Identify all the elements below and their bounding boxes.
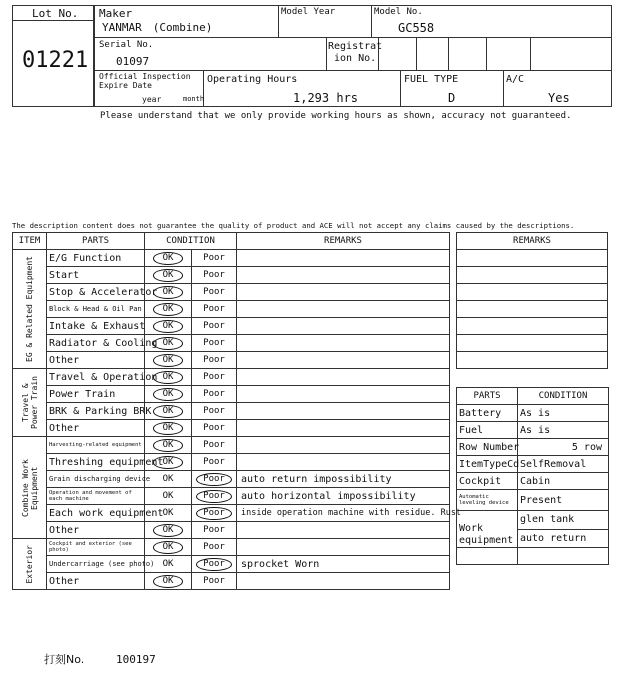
- table-row: [13, 454, 450, 471]
- group-label: [13, 437, 47, 539]
- part-name: Each work equipment: [47, 505, 145, 522]
- table-row: [13, 267, 450, 284]
- condition-ok: OK: [153, 524, 184, 537]
- condition-poor: Poor: [203, 525, 225, 535]
- part-name: Other: [47, 420, 145, 437]
- condition-ok-cell: [145, 539, 192, 556]
- remark: [237, 420, 450, 437]
- lot-divider: [12, 20, 94, 21]
- condition-ok-cell: [145, 488, 192, 505]
- vline-r2d: [448, 37, 449, 70]
- remark: [237, 573, 450, 590]
- condition-ok-cell: [145, 403, 192, 420]
- right-remarks-table: [456, 232, 608, 369]
- condition-poor-cell: [192, 454, 237, 471]
- table-row: [13, 556, 450, 573]
- part-name: Undercarriage (see photo): [47, 556, 145, 573]
- condition-poor: Poor: [203, 457, 225, 467]
- condition-poor: Poor: [203, 372, 225, 382]
- group-label: [13, 250, 47, 369]
- condition-ok-cell: [145, 522, 192, 539]
- remark: [237, 352, 450, 369]
- vline-r3b: [400, 70, 401, 107]
- remarks-line: [457, 267, 608, 284]
- year-label: year: [142, 95, 162, 104]
- condition-ok: OK: [153, 422, 184, 435]
- right-cond-empty: [518, 548, 609, 565]
- remark: auto return impossibility: [237, 471, 450, 488]
- ac-value: Yes: [548, 91, 570, 105]
- stamp-value: 100197: [116, 653, 156, 666]
- remark: [237, 318, 450, 335]
- fuel-value: D: [448, 91, 456, 105]
- remark: [237, 369, 450, 386]
- condition-poor: Poor: [196, 473, 232, 486]
- table-row: [13, 250, 450, 267]
- condition-ok: OK: [153, 252, 184, 265]
- condition-poor-cell: [192, 301, 237, 318]
- registration-label-1: Registrat: [328, 41, 383, 52]
- remarks-line: [457, 335, 608, 352]
- vline-r2a: [326, 37, 327, 70]
- condition-poor-cell: [192, 284, 237, 301]
- condition-ok-cell: [145, 250, 192, 267]
- condition-poor-cell: [192, 471, 237, 488]
- remark: sprocket Worn: [237, 556, 450, 573]
- serial-label: Serial No.: [99, 40, 154, 50]
- right-part: Row Number: [457, 439, 518, 456]
- remark: [237, 335, 450, 352]
- condition-poor: Poor: [203, 321, 225, 331]
- part-name: Harvesting-related equipment: [47, 437, 145, 454]
- table-row: [13, 505, 450, 522]
- remark: [237, 454, 450, 471]
- right-part: Cockpit: [457, 473, 518, 490]
- right-part-empty: [457, 548, 518, 565]
- table-row: [13, 573, 450, 590]
- right-part: Work equipment: [457, 511, 518, 548]
- vline-r1a: [278, 5, 279, 37]
- remark: auto horizontal impossibility: [237, 488, 450, 505]
- right-parts-table: [456, 387, 609, 565]
- remark: [237, 301, 450, 318]
- table-row: [13, 403, 450, 420]
- remarks-line: [457, 284, 608, 301]
- hours-value: 1,293 hrs: [293, 91, 359, 105]
- condition-ok: OK: [153, 269, 184, 282]
- remark: [237, 403, 450, 420]
- condition-poor-cell: [192, 369, 237, 386]
- table-row: [13, 471, 450, 488]
- lot-number: 01221: [22, 48, 89, 73]
- right-cond: auto return: [518, 529, 609, 548]
- part-name: Other: [47, 573, 145, 590]
- condition-poor: Poor: [203, 406, 225, 416]
- remarks-line: [457, 250, 608, 267]
- condition-ok: OK: [162, 559, 174, 569]
- right-part: Battery: [457, 405, 518, 422]
- condition-ok: OK: [153, 337, 184, 350]
- condition-poor: Poor: [203, 338, 225, 348]
- group-label: [13, 369, 47, 437]
- vline-r2e: [486, 37, 487, 70]
- hours-label: Operating Hours: [207, 74, 298, 85]
- col-remarks: REMARKS: [237, 233, 450, 250]
- col-parts: PARTS: [47, 233, 145, 250]
- stamp-label: 打刻No.: [44, 653, 85, 666]
- condition-ok: OK: [153, 371, 184, 384]
- part-name: Power Train: [47, 386, 145, 403]
- right-col-parts: PARTS: [457, 388, 518, 405]
- condition-ok: OK: [162, 474, 174, 484]
- condition-poor-cell: [192, 386, 237, 403]
- group-label-text: EG & Related Equipment: [25, 256, 34, 362]
- serial-value: 01097: [116, 55, 150, 68]
- condition-poor: Poor: [203, 389, 225, 399]
- remarks-line: [457, 352, 608, 369]
- condition-poor-cell: [192, 403, 237, 420]
- inspection-label-2: Expire Date: [99, 81, 152, 90]
- remark: [237, 267, 450, 284]
- table-row: [13, 352, 450, 369]
- condition-poor-cell: [192, 539, 237, 556]
- group-label-text: Travel & Power Train: [20, 376, 39, 429]
- right-cond: As is: [518, 422, 609, 439]
- right-part: Automatic leveling device: [457, 490, 518, 511]
- condition-poor-cell: [192, 573, 237, 590]
- model-year-label: Model Year: [281, 7, 336, 17]
- condition-poor: Poor: [203, 423, 225, 433]
- table-row: [13, 284, 450, 301]
- condition-ok-cell: [145, 301, 192, 318]
- condition-poor: Poor: [203, 270, 225, 280]
- group-label: [13, 539, 47, 590]
- condition-ok-cell: [145, 318, 192, 335]
- condition-ok-cell: [145, 420, 192, 437]
- condition-poor-cell: [192, 488, 237, 505]
- remark: [237, 386, 450, 403]
- part-name: Intake & Exhaust: [47, 318, 145, 335]
- condition-ok: OK: [153, 388, 184, 401]
- maker-value: YANMAR (Combine): [102, 21, 213, 34]
- condition-poor: Poor: [196, 490, 232, 503]
- col-condition: CONDITION: [145, 233, 237, 250]
- condition-ok: OK: [153, 286, 184, 299]
- condition-poor: Poor: [203, 304, 225, 314]
- part-name: Operation and movement of each machine: [47, 488, 145, 505]
- remarks-line: [457, 301, 608, 318]
- condition-poor: Poor: [203, 355, 225, 365]
- hline-2: [94, 70, 612, 71]
- vline-r3c: [503, 70, 504, 107]
- condition-ok: OK: [153, 456, 184, 469]
- inspection-label-1: Official Inspection: [99, 72, 191, 81]
- table-row: [13, 522, 450, 539]
- registration-label-2: ion No.: [334, 53, 377, 64]
- right-cond: glen tank: [518, 511, 609, 530]
- part-name: Stop & Accelerator: [47, 284, 145, 301]
- condition-poor: Poor: [203, 440, 225, 450]
- right-cond: SelfRemoval: [518, 456, 609, 473]
- fuel-label: FUEL TYPE: [404, 74, 459, 85]
- table-row: [13, 369, 450, 386]
- right-cond: Cabin: [518, 473, 609, 490]
- remark: [237, 437, 450, 454]
- condition-ok: OK: [153, 405, 184, 418]
- condition-ok: OK: [162, 508, 174, 518]
- condition-ok-cell: [145, 386, 192, 403]
- group-label-text: Combine Work Equipment: [20, 458, 39, 517]
- condition-ok: OK: [162, 491, 174, 501]
- condition-ok: OK: [153, 439, 184, 452]
- condition-poor-cell: [192, 505, 237, 522]
- condition-poor-cell: [192, 335, 237, 352]
- table-row: [13, 386, 450, 403]
- model-no-value: GC558: [398, 21, 435, 35]
- condition-poor: Poor: [196, 507, 232, 520]
- part-name: Grain discharging device: [47, 471, 145, 488]
- month-label: month: [183, 95, 205, 103]
- part-name: Cockpit and exterior (see photo): [47, 539, 145, 556]
- condition-ok: OK: [153, 575, 184, 588]
- remark: [237, 250, 450, 267]
- condition-poor-cell: [192, 420, 237, 437]
- group-label-text: Exterior: [25, 544, 34, 584]
- condition-poor-cell: [192, 318, 237, 335]
- condition-poor-cell: [192, 522, 237, 539]
- col-item: ITEM: [13, 233, 47, 250]
- table-row: [13, 420, 450, 437]
- part-name: Start: [47, 267, 145, 284]
- condition-poor-cell: [192, 352, 237, 369]
- table-row: [13, 301, 450, 318]
- right-cond: As is: [518, 405, 609, 422]
- condition-poor: Poor: [203, 576, 225, 586]
- condition-ok-cell: [145, 267, 192, 284]
- condition-ok: OK: [153, 541, 184, 554]
- part-name: Threshing equipment: [47, 454, 145, 471]
- right-cond: Present: [518, 490, 609, 511]
- remark: inside operation machine with residue. Rust: [237, 505, 450, 522]
- condition-poor-cell: [192, 250, 237, 267]
- part-name: Other: [47, 522, 145, 539]
- part-name: Travel & Operation: [47, 369, 145, 386]
- remark: [237, 539, 450, 556]
- condition-ok: OK: [153, 354, 184, 367]
- table-row: [13, 539, 450, 556]
- table-row: [13, 335, 450, 352]
- remark: [237, 522, 450, 539]
- condition-ok: OK: [153, 303, 184, 316]
- right-part: Fuel: [457, 422, 518, 439]
- condition-ok-cell: [145, 471, 192, 488]
- condition-poor: Poor: [203, 542, 225, 552]
- vline-r2f: [530, 37, 531, 70]
- condition-poor-cell: [192, 267, 237, 284]
- notice-hours: Please understand that we only provide working hours as shown, accuracy not guaranteed.: [100, 111, 572, 121]
- right-remarks-title: REMARKS: [457, 233, 608, 250]
- vline-r1b: [371, 5, 372, 37]
- lot-label: Lot No.: [32, 7, 79, 20]
- condition-ok-cell: [145, 352, 192, 369]
- table-row: [13, 488, 450, 505]
- part-name: Radiator & Cooling: [47, 335, 145, 352]
- condition-poor-cell: [192, 556, 237, 573]
- remark: [237, 284, 450, 301]
- maker-label: Maker: [99, 7, 133, 20]
- hline-1: [94, 37, 612, 38]
- inspection-table: [12, 232, 462, 590]
- condition-ok-cell: [145, 437, 192, 454]
- part-name: Other: [47, 352, 145, 369]
- condition-poor: Poor: [203, 253, 225, 263]
- part-name: Block & Head & Oil Pan: [47, 301, 145, 318]
- condition-poor-cell: [192, 437, 237, 454]
- table-row: [13, 318, 450, 335]
- condition-poor: Poor: [196, 558, 232, 571]
- notice-description: The description content does not guarantee the quality of product and ACE will not accept any claims caused by the descriptions.: [12, 221, 575, 230]
- part-name: E/G Function: [47, 250, 145, 267]
- condition-ok: OK: [153, 320, 184, 333]
- model-no-label: Model No.: [374, 7, 423, 17]
- right-part: ItemTypeCd: [457, 456, 518, 473]
- condition-ok-cell: [145, 573, 192, 590]
- remarks-line: [457, 318, 608, 335]
- table-row: [13, 437, 450, 454]
- ac-label: A/C: [506, 74, 525, 85]
- right-col-condition: CONDITION: [518, 388, 609, 405]
- right-cond: 5 row: [518, 439, 609, 456]
- condition-poor: Poor: [203, 287, 225, 297]
- vline-r2c: [416, 37, 417, 70]
- part-name: BRK & Parking BRK: [47, 403, 145, 420]
